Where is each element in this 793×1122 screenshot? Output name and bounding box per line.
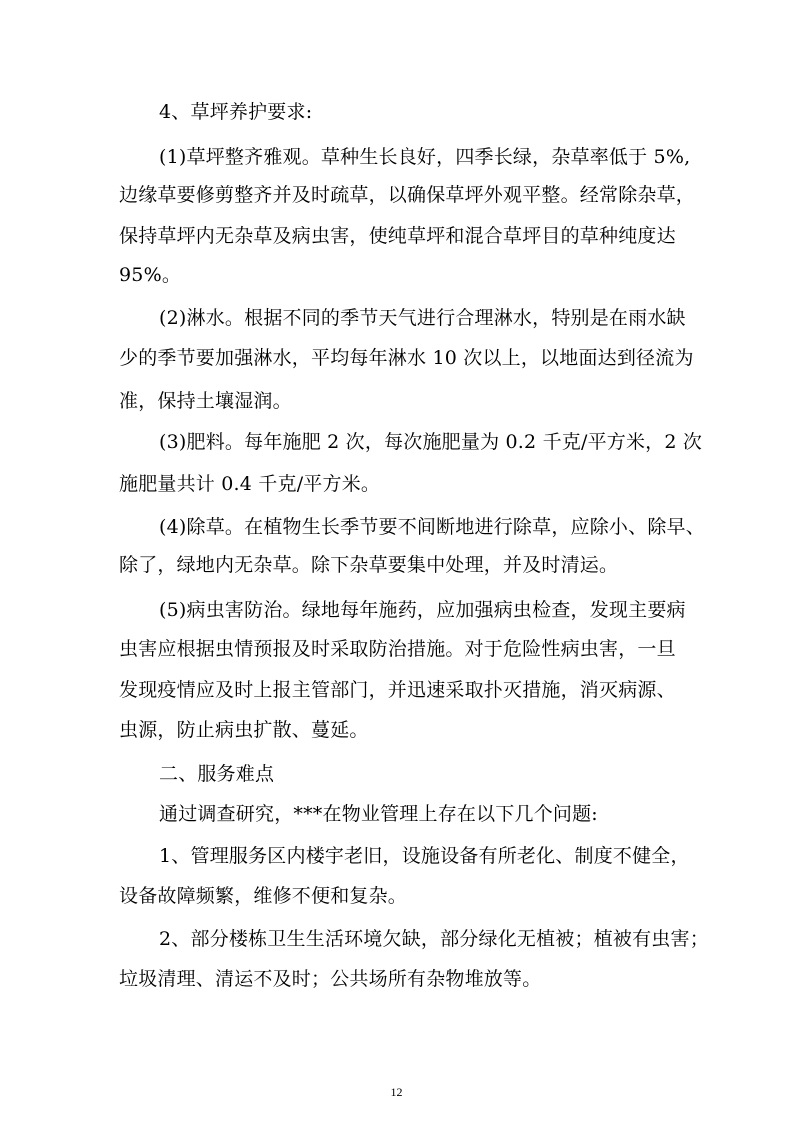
paragraph-line: 除了，绿地内无杂草。除下杂草要集中处理，并及时清运。 <box>119 554 619 576</box>
paragraph-line: 通过调查研究，***在物业管理上存在以下几个问题: <box>159 803 598 825</box>
paragraph-line: (3)肥料。每年施肥 2 次，每次施肥量为 0.2 千克/平方米，2 次 <box>159 431 703 453</box>
paragraph-line: 施肥量共计 0.4 千克/平方米。 <box>119 473 381 495</box>
paragraph-line: (2)淋水。根据不同的季节天气进行合理淋水，特别是在雨水缺 <box>159 307 686 329</box>
paragraph-line: 2、部分楼栋卫生生活环境欠缺，部分绿化无植被；植被有虫害； <box>159 928 709 950</box>
paragraph-line: 发现疫情应及时上报主管部门，并迅速采取扑灭措施，消灭病源、 <box>119 679 676 701</box>
paragraph-line: (5)病虫害防治。绿地每年施药，应加强病虫检查，发现主要病 <box>159 599 686 621</box>
paragraph-line: 垃圾清理、清运不及时；公共场所有杂物堆放等。 <box>119 968 542 990</box>
paragraph-line: 保持草坪内无杂草及病虫害，使纯草坪和混合草坪目的草种纯度达 <box>119 225 676 247</box>
paragraph-line: 虫源，防止病虫扩散、蔓延。 <box>119 719 369 741</box>
paragraph-line: (4)除草。在植物生长季节要不间断地进行除草，应除小、除早、 <box>159 516 705 538</box>
paragraph-line: 95%。 <box>119 264 182 286</box>
paragraph-line: (1)草坪整齐雅观。草种生长良好，四季长绿，杂草率低于 5%, <box>159 146 691 168</box>
paragraph-line: 少的季节要加强淋水，平均每年淋水 10 次以上，以地面达到径流为 <box>119 347 694 369</box>
page-number: 12 <box>390 1085 403 1099</box>
paragraph-line: 设备故障频繁，维修不便和复杂。 <box>119 885 408 907</box>
paragraph-line: 1、管理服务区内楼宇老旧，设施设备有所老化、制度不健全， <box>159 845 690 867</box>
section-heading-lawn-care: 4、草坪养护要求: <box>159 101 313 123</box>
paragraph-line: 虫害应根据虫情预报及时采取防治措施。对于危险性病虫害，一旦 <box>119 638 676 660</box>
paragraph-line: 边缘草要修剪整齐并及时疏草，以确保草坪外观平整。经常除杂草， <box>119 184 696 206</box>
paragraph-line: 准，保持土壤湿润。 <box>119 390 292 412</box>
section-heading-service-difficulties: 二、服务难点 <box>159 763 275 785</box>
